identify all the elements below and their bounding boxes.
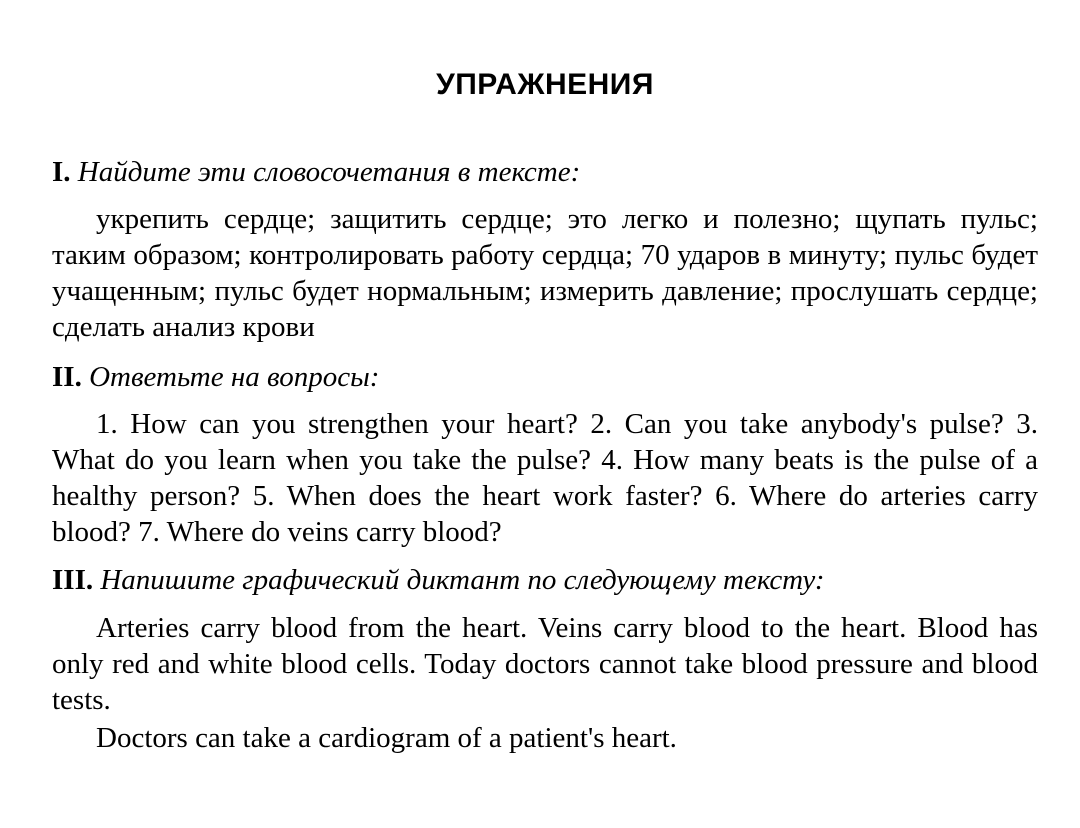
exercise-1-instruction: Найдите эти словосочетания в тексте:	[77, 156, 581, 188]
exercise-2-number: II.	[52, 361, 82, 393]
exercise-1-text: укрепить сердце; защитить сердце; это легко и полезно; щупать пульс; таким образом; контролировать работу сердца; 70 ударов в минуту; пульс будет учащенным; пульс будет нормальным; измерить давление; прослушать сердце; сделать анализ крови	[52, 203, 1038, 343]
exercise-3-number: III.	[52, 564, 94, 596]
exercise-3-text-line-2: Doctors can take a cardiogram of a patient's heart.	[96, 722, 677, 754]
exercise-1-heading	[52, 156, 580, 189]
exercise-3-heading	[52, 564, 825, 597]
page-title: УПРАЖНЕНИЯ	[436, 68, 654, 101]
exercise-1-number: I.	[52, 156, 71, 188]
exercise-2-instruction: Ответьте на вопросы:	[89, 361, 380, 393]
exercise-2-text: 1. How can you strengthen your heart? 2. Can you take anybody's pulse? 3. What do you learn when you take the pulse? 4. How many beats is the pulse of a healthy person? 5. When does the heart work faster? 6. Where do arteries carry blood? 7. Where do veins carry blood?	[52, 408, 1038, 548]
document-page	[52, 0, 1038, 828]
exercise-3-instruction: Напишите графический диктант по следующему тексту:	[100, 564, 825, 596]
exercise-2-heading	[52, 361, 379, 394]
exercise-3-text: Arteries carry blood from the heart. Veins carry blood to the heart. Blood has only red and white blood cells. Today doctors cannot take blood pressure and blood tests.	[52, 612, 1038, 716]
